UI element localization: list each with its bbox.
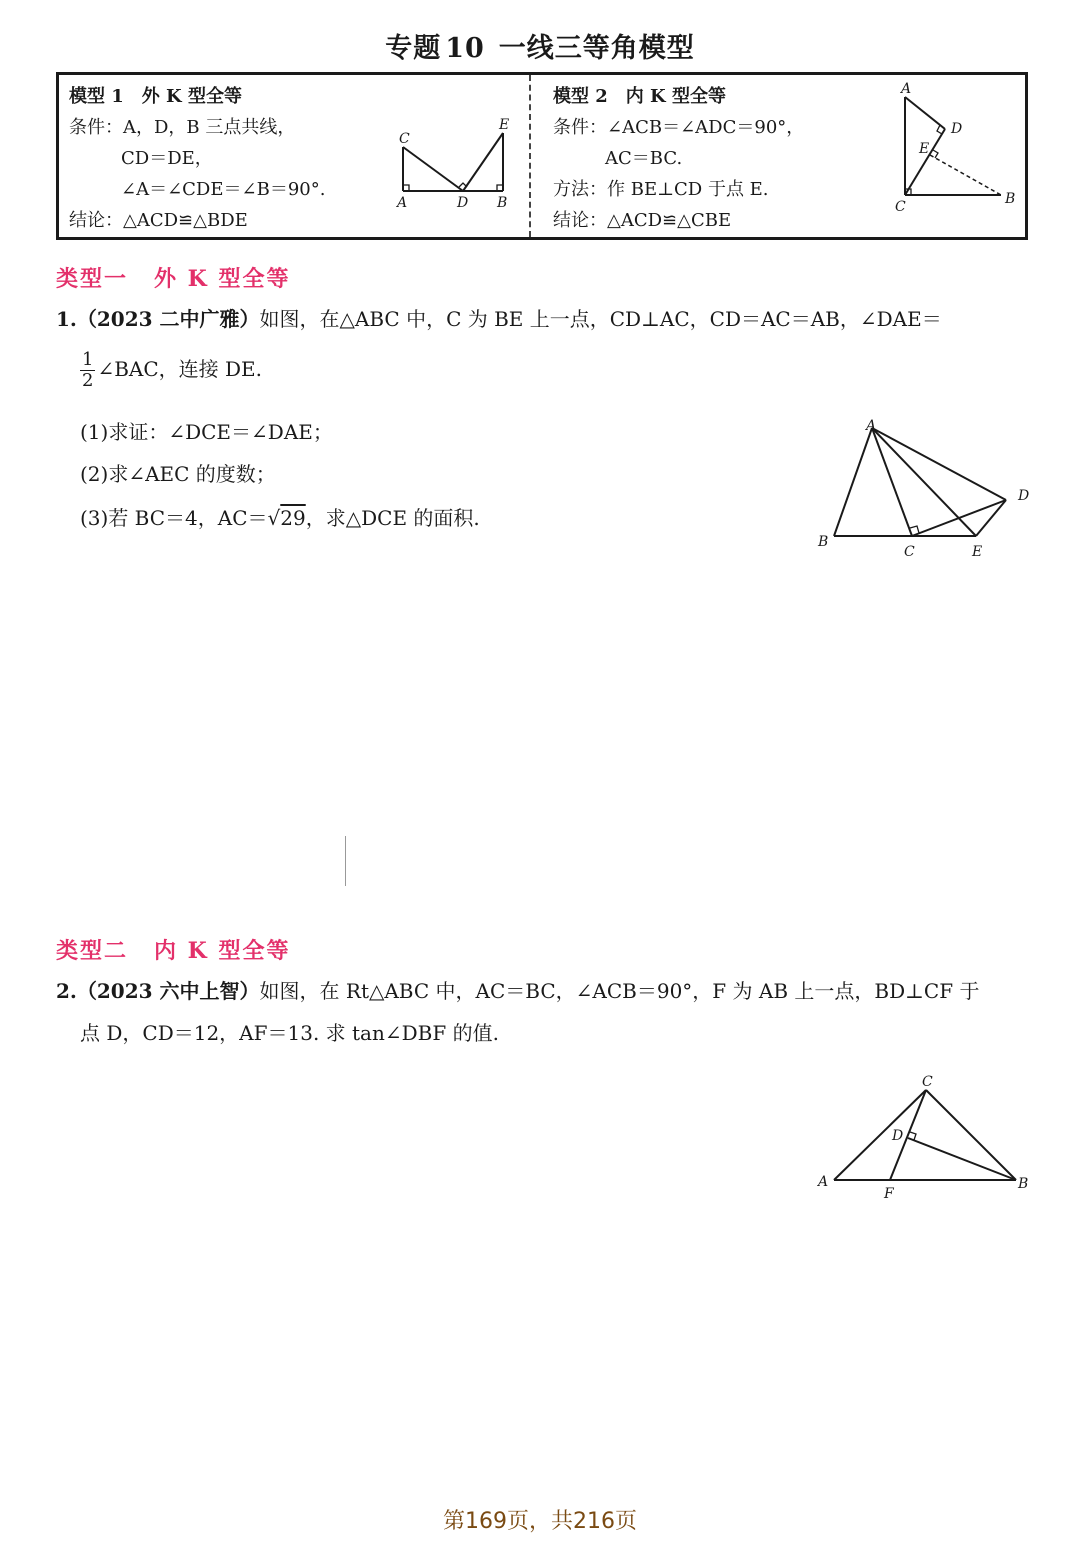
m1-label-c: C: [399, 131, 410, 147]
model-box: [56, 72, 1028, 240]
q1-label-e: E: [972, 544, 983, 560]
model1-figure: [385, 111, 525, 221]
q1-part1: (1)求证：∠DCE＝∠DAE；: [80, 420, 333, 444]
model2-conclusion: 结论：△ACD≌△CBE: [553, 210, 732, 231]
scan-mark: [345, 836, 346, 886]
q1-line1: 1.（2023 二中广雅）如图，在△ABC 中，C 为 BE 上一点，CD⊥AC，CD＝AC＝AB，∠DAE＝: [56, 307, 942, 331]
section1-heading: 类型一 外 K 型全等: [56, 266, 291, 292]
q1-label-c: C: [904, 544, 915, 560]
q1-label-a: A: [866, 418, 877, 434]
q2-label-d: D: [892, 1128, 904, 1144]
m1-label-a: A: [397, 195, 408, 211]
page-title: 专题 10 一线三等角模型: [385, 33, 695, 64]
q1-line2: $\frac{1}{2}$ ∠BAC，连接 DE.: [82, 349, 263, 391]
q1-label-b: B: [818, 534, 829, 550]
model2-figure: [885, 79, 1027, 235]
q2-line1: 2.（2023 六中上智）如图，在 Rt△ABC 中，AC＝BC，∠ACB＝90°，F 为 AB 上一点，BD⊥CF 于: [56, 979, 980, 1003]
question1: [56, 304, 1036, 334]
model1-cond1: 条件：A，D，B 三点共线，: [69, 117, 296, 138]
q2-label-a: A: [818, 1174, 829, 1190]
section2-heading: 类型二 内 K 型全等: [56, 938, 291, 964]
model1-text: [69, 81, 325, 236]
model-divider: [529, 75, 531, 237]
q1-figure: [808, 412, 1040, 564]
m1-label-b: B: [497, 195, 508, 211]
model1-heading: 模型 1 外 K 型全等: [69, 86, 242, 107]
model2-method: 方法：作 BE⊥CD 于点 E.: [553, 179, 769, 200]
m2-label-c: C: [895, 199, 906, 215]
q1-part3: (3)若 BC＝4，AC＝√29，求△DCE 的面积.: [80, 506, 480, 530]
model1-conclusion: 结论：△ACD≌△BDE: [69, 210, 248, 231]
m2-label-d: D: [951, 121, 963, 137]
m2-label-b: B: [1005, 191, 1016, 207]
q2-figure: [810, 1068, 1040, 1208]
model2-text: [553, 81, 804, 236]
m1-label-e: E: [499, 117, 510, 133]
model2-cond1: 条件：∠ACB＝∠ADC＝90°，: [553, 117, 805, 138]
q1-fraction: $\frac{1}{2}$: [82, 349, 94, 391]
q1-label-d: D: [1018, 488, 1030, 504]
model2-cond2: AC＝BC.: [605, 148, 683, 169]
m2-label-a: A: [901, 81, 912, 97]
q2-label-c: C: [922, 1074, 933, 1090]
q2-line2: 点 D，CD＝12，AF＝13. 求 tan∠DBF 的值.: [80, 1021, 499, 1045]
q2-label-b: B: [1018, 1176, 1029, 1192]
m1-label-d: D: [457, 195, 469, 211]
model2-heading: 模型 2 内 K 型全等: [553, 86, 726, 107]
model1-cond2: CD＝DE，: [121, 148, 213, 169]
model1-cond3: ∠A＝∠CDE＝∠B＝90°.: [121, 179, 326, 200]
m2-label-e: E: [919, 141, 930, 157]
page-footer: 第169页，共216页: [443, 1509, 637, 1534]
q2-label-f: F: [884, 1186, 894, 1202]
q1-part2: (2)求∠AEC 的度数；: [80, 462, 276, 486]
